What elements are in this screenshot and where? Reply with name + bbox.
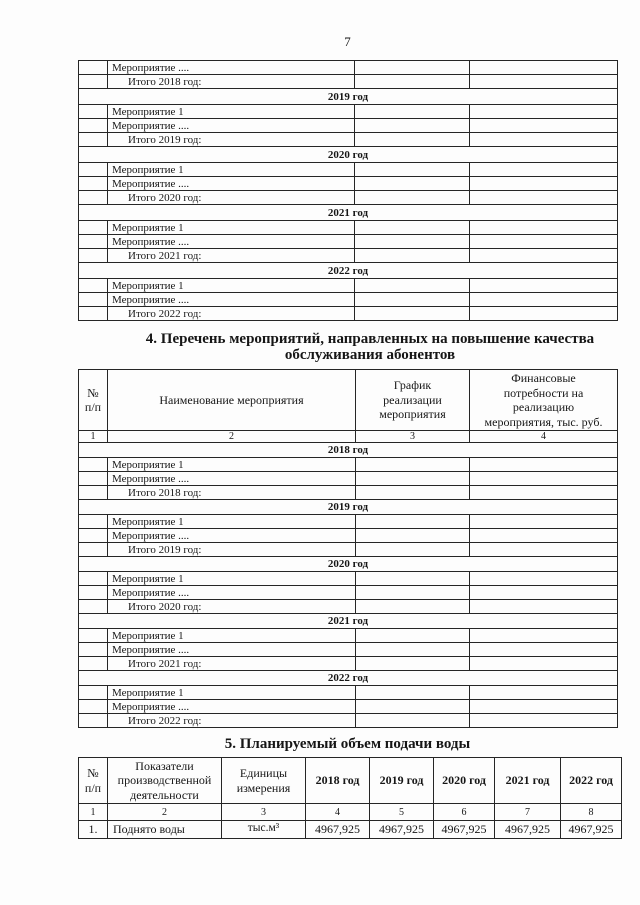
header-year: 2019 год: [370, 758, 434, 804]
activity-row: [79, 119, 618, 133]
total-row: [79, 307, 618, 321]
finance-cell: [470, 486, 618, 500]
activity-row: [79, 177, 618, 191]
schedule-cell: [356, 629, 470, 643]
year-label: 2021 год: [79, 205, 618, 221]
header-line: п/п: [84, 400, 102, 414]
activity-name: Мероприятие 1: [108, 221, 355, 235]
schedule-cell: [356, 643, 470, 657]
section-5-title: 5. Планируемый объем подачи воды: [224, 736, 471, 752]
schedule-cell: [356, 600, 470, 614]
header-row: [79, 370, 618, 431]
num-cell: [79, 235, 108, 249]
activity-name: Мероприятие ....: [108, 177, 355, 191]
schedule-cell: [355, 221, 470, 235]
finance-cell: [470, 235, 618, 249]
schedule-cell: [355, 75, 470, 89]
table-row: [79, 821, 622, 839]
column-number: 3: [222, 804, 306, 821]
schedule-cell: [355, 177, 470, 191]
num-cell: [79, 529, 108, 543]
header-line: реализацию: [512, 400, 575, 414]
activity-name: Мероприятие ....: [108, 235, 355, 249]
header-finance: [470, 370, 618, 431]
schedule-cell: [356, 657, 470, 671]
finance-cell: [470, 700, 618, 714]
header-year: 2022 год: [561, 758, 622, 804]
column-number: 6: [434, 804, 495, 821]
total-label: Итого 2021 год:: [108, 657, 356, 671]
header-year: 2021 год: [495, 758, 561, 804]
year-header-row: [79, 263, 618, 279]
num-cell: [79, 586, 108, 600]
activity-name: Мероприятие 1: [108, 572, 356, 586]
finance-cell: [470, 600, 618, 614]
num-cell: [79, 221, 108, 235]
activity-name: Мероприятие ....: [108, 529, 356, 543]
schedule-cell: [356, 458, 470, 472]
activity-name: Мероприятие ....: [108, 119, 355, 133]
schedule-cell: [356, 543, 470, 557]
num-cell: [79, 714, 108, 728]
num-cell: [79, 177, 108, 191]
activity-row: [79, 700, 618, 714]
activity-row: [79, 221, 618, 235]
finance-cell: [470, 105, 618, 119]
finance-cell: [470, 714, 618, 728]
schedule-cell: [355, 249, 470, 263]
activity-row: [79, 586, 618, 600]
value-cell: 4967,925: [561, 821, 622, 839]
finance-cell: [470, 458, 618, 472]
row-number: 1.: [79, 821, 108, 839]
year-label: 2019 год: [79, 89, 618, 105]
year-label: 2022 год: [79, 671, 618, 686]
total-label: Итого 2019 год:: [108, 133, 355, 147]
num-cell: [79, 629, 108, 643]
activity-name: Мероприятие ....: [108, 700, 356, 714]
activity-row: [79, 643, 618, 657]
header-num: [79, 758, 108, 804]
finance-cell: [470, 119, 618, 133]
header-line: производственной: [117, 773, 212, 788]
section-4-title: [100, 331, 640, 363]
finance-cell: [470, 221, 618, 235]
total-label: Итого 2022 год:: [108, 307, 355, 321]
finance-cell: [470, 472, 618, 486]
finance-cell: [470, 177, 618, 191]
year-label: 2018 год: [79, 443, 618, 458]
activity-name: Мероприятие ....: [108, 293, 355, 307]
header-year: 2018 год: [306, 758, 370, 804]
column-number: 7: [495, 804, 561, 821]
finance-cell: [470, 163, 618, 177]
unit-cell: тыс.м³: [222, 821, 306, 839]
schedule-cell: [355, 191, 470, 205]
num-cell: [79, 119, 108, 133]
activity-row: [79, 163, 618, 177]
schedule-cell: [355, 119, 470, 133]
header-num: [79, 370, 108, 431]
year-header-row: [79, 614, 618, 629]
column-numbers-row: [79, 804, 622, 821]
activity-row: [79, 105, 618, 119]
header-indicator: [108, 758, 222, 804]
activity-row: [79, 686, 618, 700]
schedule-cell: [355, 307, 470, 321]
schedule-cell: [355, 235, 470, 249]
num-cell: [79, 293, 108, 307]
activity-row: [79, 515, 618, 529]
activities-table-continued: [78, 60, 618, 321]
activity-row: [79, 293, 618, 307]
activity-row: [79, 629, 618, 643]
header-line: №: [87, 766, 99, 780]
activity-row: [79, 572, 618, 586]
year-header-row: [79, 443, 618, 458]
num-cell: [79, 515, 108, 529]
schedule-cell: [356, 515, 470, 529]
page-number: 7: [344, 34, 351, 49]
header-schedule: [356, 370, 470, 431]
num-cell: [79, 75, 108, 89]
schedule-cell: [356, 586, 470, 600]
header-line: реализации: [383, 392, 442, 407]
total-label: Итого 2019 год:: [108, 543, 356, 557]
header-line: Финансовые: [511, 371, 576, 385]
finance-cell: [470, 657, 618, 671]
finance-cell: [470, 543, 618, 557]
year-label: 2021 год: [79, 614, 618, 629]
num-cell: [79, 61, 108, 75]
indicator-name: Поднято воды: [108, 821, 222, 839]
activity-row: [79, 472, 618, 486]
header-unit: [222, 758, 306, 804]
total-row: [79, 75, 618, 89]
num-cell: [79, 686, 108, 700]
header-line: п/п: [84, 780, 102, 795]
header-line: мероприятия: [379, 407, 446, 422]
total-row: [79, 543, 618, 557]
year-label: 2019 год: [79, 500, 618, 515]
finance-cell: [470, 191, 618, 205]
num-cell: [79, 191, 108, 205]
schedule-cell: [355, 105, 470, 119]
header-line: График: [393, 378, 432, 393]
num-cell: [79, 486, 108, 500]
header-line: потребности на: [503, 385, 584, 400]
header-line: Показатели: [135, 758, 194, 773]
activity-name: Мероприятие 1: [108, 163, 355, 177]
finance-cell: [470, 572, 618, 586]
finance-cell: [470, 293, 618, 307]
total-label: Итого 2022 год:: [108, 714, 356, 728]
section-4-title-line-1: 4. Перечень мероприятий, направленных на повышение качества: [145, 331, 595, 347]
header-row: [79, 758, 622, 804]
header-line: измерения: [236, 780, 291, 795]
schedule-cell: [356, 529, 470, 543]
activity-name: Мероприятие ....: [108, 472, 356, 486]
total-label: Итого 2020 год:: [108, 191, 355, 205]
year-header-row: [79, 671, 618, 686]
activity-name: Мероприятие ....: [108, 586, 356, 600]
schedule-cell: [356, 700, 470, 714]
total-label: Итого 2020 год:: [108, 600, 356, 614]
value-cell: 4967,925: [495, 821, 561, 839]
column-number: 2: [108, 804, 222, 821]
num-cell: [79, 163, 108, 177]
activity-row: [79, 235, 618, 249]
service-quality-activities-table: [78, 369, 618, 728]
header-year: 2020 год: [434, 758, 495, 804]
year-label: 2020 год: [79, 557, 618, 572]
schedule-cell: [356, 572, 470, 586]
activity-name: Мероприятие ....: [108, 61, 355, 75]
finance-cell: [470, 515, 618, 529]
num-cell: [79, 279, 108, 293]
finance-cell: [470, 643, 618, 657]
schedule-cell: [356, 714, 470, 728]
column-number: 3: [356, 431, 470, 443]
activity-name: Мероприятие 1: [108, 629, 356, 643]
total-row: [79, 249, 618, 263]
finance-cell: [470, 279, 618, 293]
column-number: 2: [108, 431, 356, 443]
num-cell: [79, 458, 108, 472]
schedule-cell: [355, 163, 470, 177]
num-cell: [79, 472, 108, 486]
total-row: [79, 133, 618, 147]
column-numbers-row: [79, 431, 618, 443]
header-line: мероприятия, тыс. руб.: [484, 414, 603, 429]
total-label: Итого 2018 год:: [108, 486, 356, 500]
num-cell: [79, 133, 108, 147]
num-cell: [79, 643, 108, 657]
num-cell: [79, 657, 108, 671]
total-row: [79, 486, 618, 500]
num-cell: [79, 700, 108, 714]
column-number: 1: [79, 431, 108, 443]
header-activity-name: Наименование мероприятия: [108, 370, 356, 431]
column-number: 5: [370, 804, 434, 821]
value-cell: 4967,925: [370, 821, 434, 839]
total-row: [79, 600, 618, 614]
num-cell: [79, 600, 108, 614]
column-number: 8: [561, 804, 622, 821]
section-4-title-line-2: обслуживания абонентов: [284, 347, 456, 363]
activities-table-body: [79, 61, 618, 321]
total-row: [79, 714, 618, 728]
year-header-row: [79, 89, 618, 105]
schedule-cell: [355, 279, 470, 293]
activity-name: Мероприятие 1: [108, 515, 356, 529]
column-number: 1: [79, 804, 108, 821]
year-header-row: [79, 557, 618, 572]
num-cell: [79, 249, 108, 263]
year-label: 2022 год: [79, 263, 618, 279]
num-cell: [79, 572, 108, 586]
finance-cell: [470, 75, 618, 89]
activity-name: Мероприятие 1: [108, 458, 356, 472]
schedule-cell: [355, 133, 470, 147]
finance-cell: [470, 686, 618, 700]
activity-name: Мероприятие ....: [108, 643, 356, 657]
header-line: Единицы: [239, 766, 288, 780]
table-header: [79, 370, 618, 443]
value-cell: 4967,925: [434, 821, 495, 839]
num-cell: [79, 105, 108, 119]
header-line: деятельности: [130, 787, 199, 802]
finance-cell: [470, 61, 618, 75]
schedule-cell: [356, 472, 470, 486]
activity-row: [79, 458, 618, 472]
finance-cell: [470, 133, 618, 147]
value-cell: 4967,925: [306, 821, 370, 839]
schedule-cell: [356, 686, 470, 700]
year-label: 2020 год: [79, 147, 618, 163]
activity-name: Мероприятие 1: [108, 105, 355, 119]
finance-cell: [470, 307, 618, 321]
activities-table-body: [79, 443, 618, 728]
finance-cell: [470, 586, 618, 600]
num-cell: [79, 543, 108, 557]
activity-name: Мероприятие 1: [108, 279, 355, 293]
schedule-cell: [355, 61, 470, 75]
finance-cell: [470, 249, 618, 263]
water-supply-table: [78, 757, 622, 839]
column-number: 4: [470, 431, 618, 443]
column-number: 4: [306, 804, 370, 821]
year-header-row: [79, 147, 618, 163]
schedule-cell: [356, 486, 470, 500]
year-header-row: [79, 500, 618, 515]
total-label: Итого 2021 год:: [108, 249, 355, 263]
num-cell: [79, 307, 108, 321]
activity-name: Мероприятие 1: [108, 686, 356, 700]
total-row: [79, 191, 618, 205]
finance-cell: [470, 629, 618, 643]
schedule-cell: [355, 293, 470, 307]
activity-row: [79, 61, 618, 75]
finance-cell: [470, 529, 618, 543]
total-label: Итого 2018 год:: [108, 75, 355, 89]
activity-row: [79, 529, 618, 543]
total-row: [79, 657, 618, 671]
year-header-row: [79, 205, 618, 221]
activity-row: [79, 279, 618, 293]
header-line: №: [87, 385, 99, 400]
